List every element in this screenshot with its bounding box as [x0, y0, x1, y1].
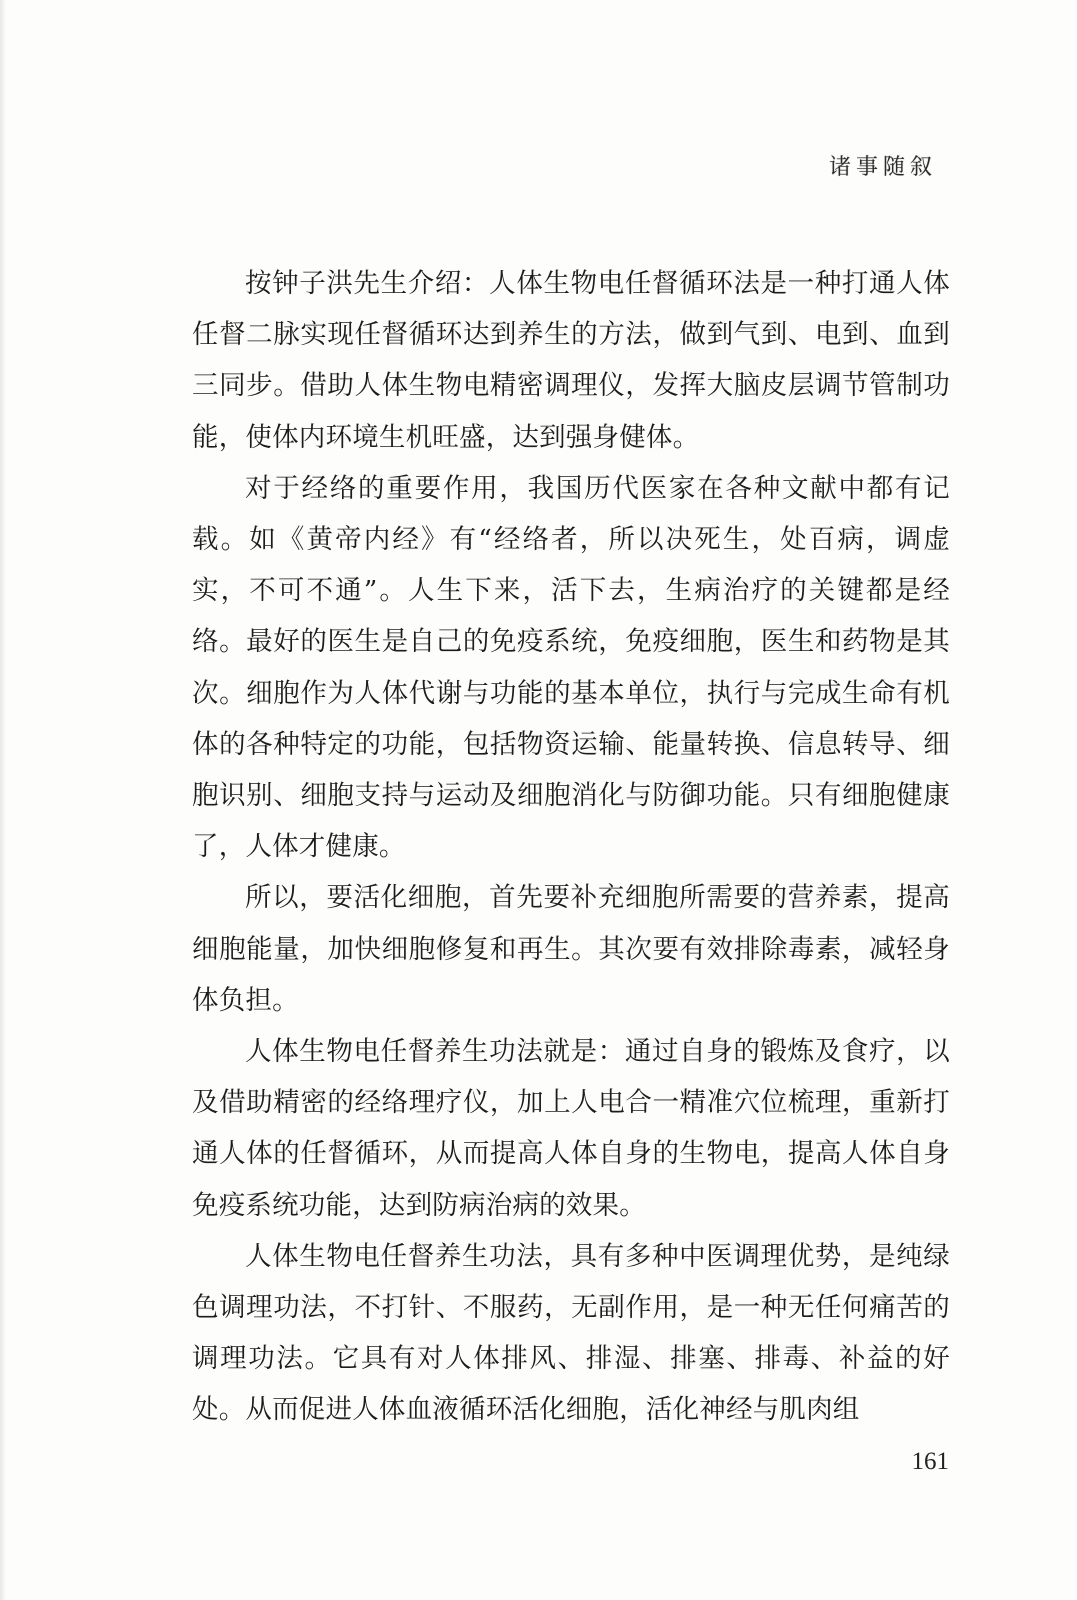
paragraph: 人体生物电任督养生功法，具有多种中医调理优势，是纯绿色调理功法，不打针、不服药，无副作用，是一种无任何痛苦的调理功法。它具有对人体排风、排湿、排塞、排毒、补益的好处。从而促进人体血液循环活化细胞，活化神经与肌肉组: [192, 1240, 950, 1426]
running-head: 诸事随叙: [828, 155, 937, 180]
body-text: [192, 258, 950, 1436]
paragraph: 人体生物电任督养生功法就是：通过自身的锻炼及食疗，以及借助精密的经络理疗仪，加上人电合一精准穴位梳理，重新打通人体的任督循环，从而提高人体自身的生物电，提高人体自身免疫系统功能，达到防病治病的效果。: [192, 1036, 950, 1221]
scan-edge: [0, 0, 6, 1600]
paragraph: 所以，要活化细胞，首先要补充细胞所需要的营养素，提高细胞能量，加快细胞修复和再生。其次要有效排除毒素，减轻身体负担。: [192, 882, 950, 1016]
paragraph: 按钟子洪先生介绍：人体生物电任督循环法是一种打通人体任督二脉实现任督循环达到养生的方法，做到气到、电到、血到三同步。借助人体生物电精密调理仪，发挥大脑皮层调节管制功能，使体内环境生机旺盛，达到强身健体。: [192, 268, 950, 453]
paragraph: 对于经络的重要作用，我国历代医家在各种文献中都有记载。如《黄帝内经》有“经络者，所以决死生，处百病，调虚实，不可不通”。人生下来，活下去，生病治疗的关键都是经络。最好的医生是自己的免疫系统，免疫细胞，医生和药物是其次。细胞作为人体代谢与功能的基本单位，执行与完成生命有机体的各种特定的功能，包括物资运输、能量转换、信息转导、细胞识别、细胞支持与运动及细胞消化与防御功能。只有细胞健康了，人体才健康。: [192, 472, 950, 863]
page-number: 161: [911, 1448, 949, 1475]
